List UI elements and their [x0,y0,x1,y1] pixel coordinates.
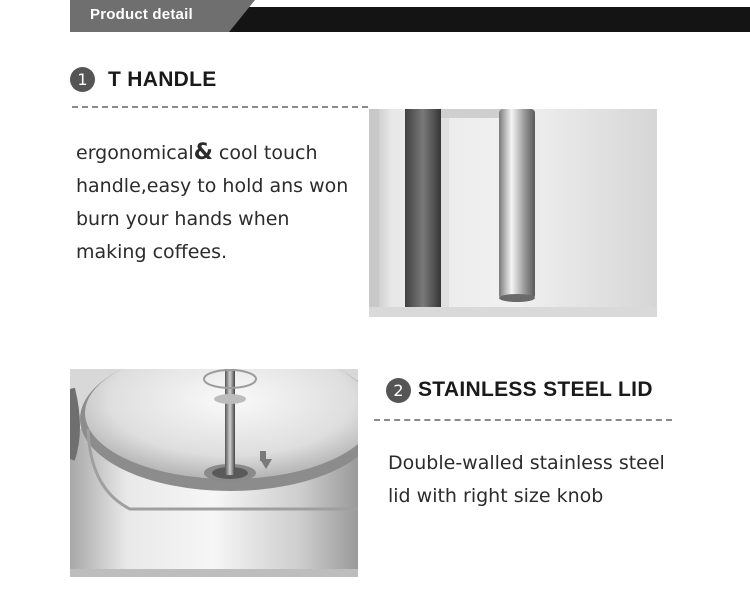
feature-2-divider [374,419,672,421]
feature-2-number-badge: 2 [386,378,411,403]
stainless-steel-lid-photo [70,369,358,577]
feature-1-divider [72,106,368,108]
feature-2-desc-line-1: Double-walled stainless steel [388,452,665,474]
feature-1-title: T HANDLE [108,68,217,91]
feature-1-desc-line-3: burn your hands when [76,208,290,230]
feature-2-title: STAINLESS STEEL LID [418,378,653,401]
feature-1-description [76,136,366,269]
feature-2-desc-line-2: lid with right size knob [388,485,604,507]
feature-1-desc-line-4: making coffees. [76,241,228,263]
product-detail-tab-label: Product detail [90,6,193,23]
feature-2-description [388,447,718,513]
t-handle-photo [369,109,657,317]
feature-1-desc-line-2: handle,easy to hold ans won [76,175,349,197]
feature-1-number-badge: 1 [70,67,95,92]
feature-1-desc-line-1: ergonomical& cool touch [76,140,318,165]
